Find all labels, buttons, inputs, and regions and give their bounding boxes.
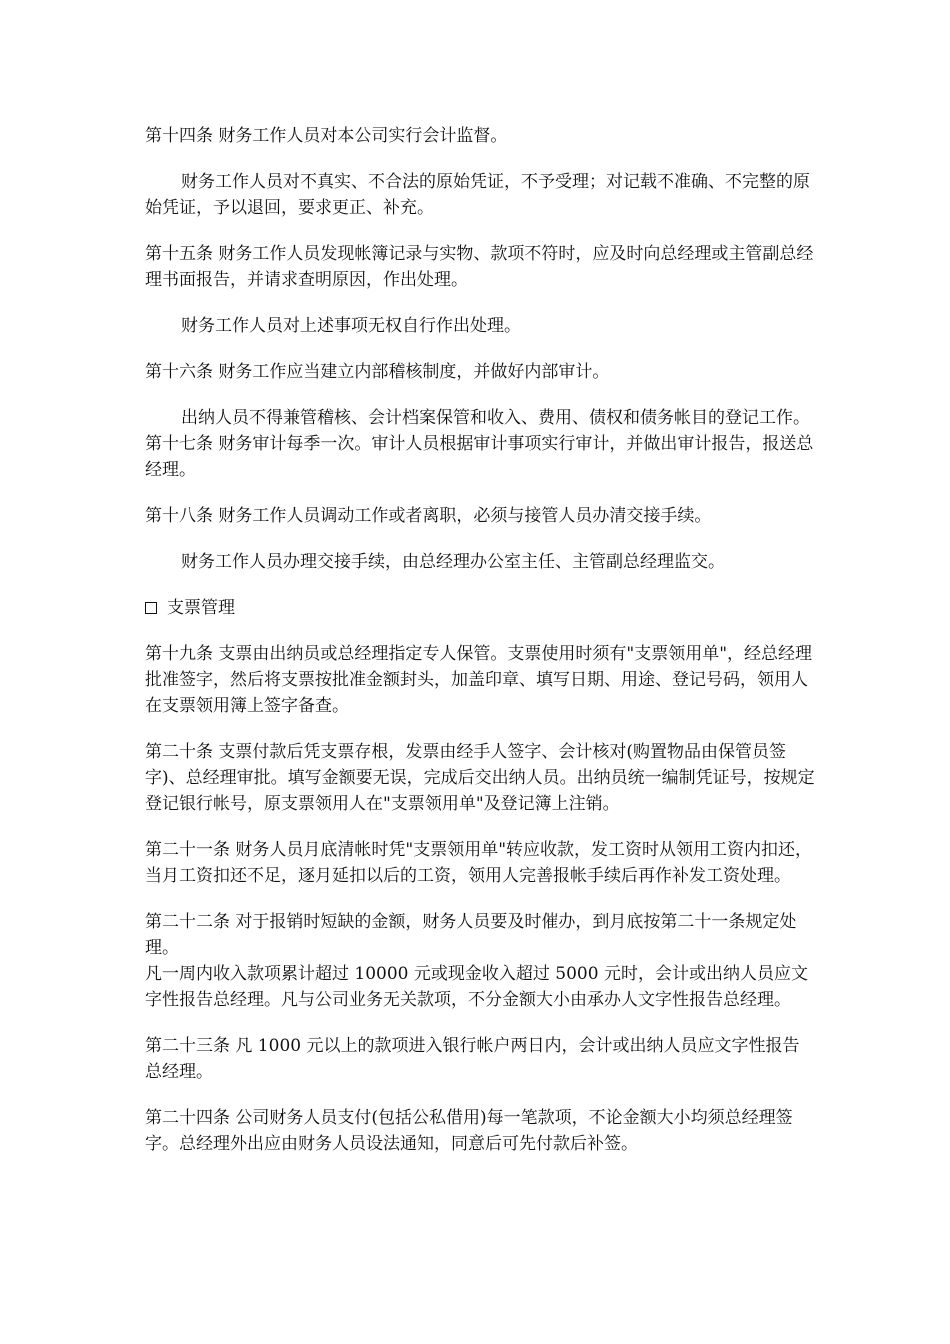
article-22-detail: 凡一周内收入款项累计超过 10000 元或现金收入超过 5000 元时，会计或出纳人员应文字性报告总经理。凡与公司业务无关款项，不分金额大小由承办人文字性报告总经理。 [145, 964, 808, 1010]
checkbox-bullet-icon [145, 602, 157, 614]
article-16: 第十六条 财务工作应当建立内部稽核制度，并做好内部审计。 [145, 362, 610, 382]
article-19: 第十九条 支票由出纳员或总经理指定专人保管。支票使用时须有"支票领用单"，经总经理批准签字，然后将支票按批准金额封头，加盖印章、填写日期、用途、登记号码，领用人在支票领用簿上签字备查。 [145, 644, 813, 716]
article-21: 第二十一条 财务人员月底清帐时凭"支票领用单"转应收款，发工资时从领用工资内扣还，当月工资扣还不足，逐月延扣以后的工资，领用人完善报帐手续后再作补发工资处理。 [145, 840, 813, 886]
article-24: 第二十四条 公司财务人员支付(包括公私借用)每一笔款项，不论金额大小均须总经理签字。总经理外出应由财务人员设法通知，同意后可先付款后补签。 [145, 1108, 793, 1154]
document-body [145, 123, 815, 1177]
article-23: 第二十三条 凡 1000 元以上的款项进入银行帐户两日内，会计或出纳人员应文字性报告总经理。 [145, 1036, 800, 1082]
article-18: 第十八条 财务工作人员调动工作或者离职，必须与接管人员办清交接手续。 [145, 506, 712, 526]
article-14-detail: 财务工作人员对不真实、不合法的原始凭证，不予受理；对记载不准确、不完整的原始凭证，予以退回，要求更正、补充。 [145, 172, 810, 218]
article-14: 第十四条 财务工作人员对本公司实行会计监督。 [145, 126, 508, 146]
section-heading [145, 595, 815, 621]
article-20: 第二十条 支票付款后凭支票存根，发票由经手人签字、会计核对(购置物品由保管员签字)、总经理审批。填写金额要无误，完成后交出纳人员。出纳员统一编制凭证号，按规定登记银行帐号，原支票领用人在"支票领用单"及登记簿上注销。 [145, 742, 815, 814]
article-18-detail: 财务工作人员办理交接手续，由总经理办公室主任、主管副总经理监交。 [181, 552, 725, 572]
article-15-detail: 财务工作人员对上述事项无权自行作出处理。 [181, 316, 521, 336]
section-title: 支票管理 [167, 598, 235, 618]
article-16-17-detail: 出纳人员不得兼管稽核、会计档案保管和收入、费用、债权和债务帐目的登记工作。 第十七条 财务审计每季一次。审计人员根据审计事项实行审计，并做出审计报告，报送总经理。 [145, 408, 814, 480]
article-15: 第十五条 财务工作人员发现帐簿记录与实物、款项不符时，应及时向总经理或主管副总经理书面报告，并请求查明原因，作出处理。 [145, 244, 814, 290]
article-22: 第二十二条 对于报销时短缺的金额，财务人员要及时催办，到月底按第二十一条规定处理。 [145, 912, 797, 958]
